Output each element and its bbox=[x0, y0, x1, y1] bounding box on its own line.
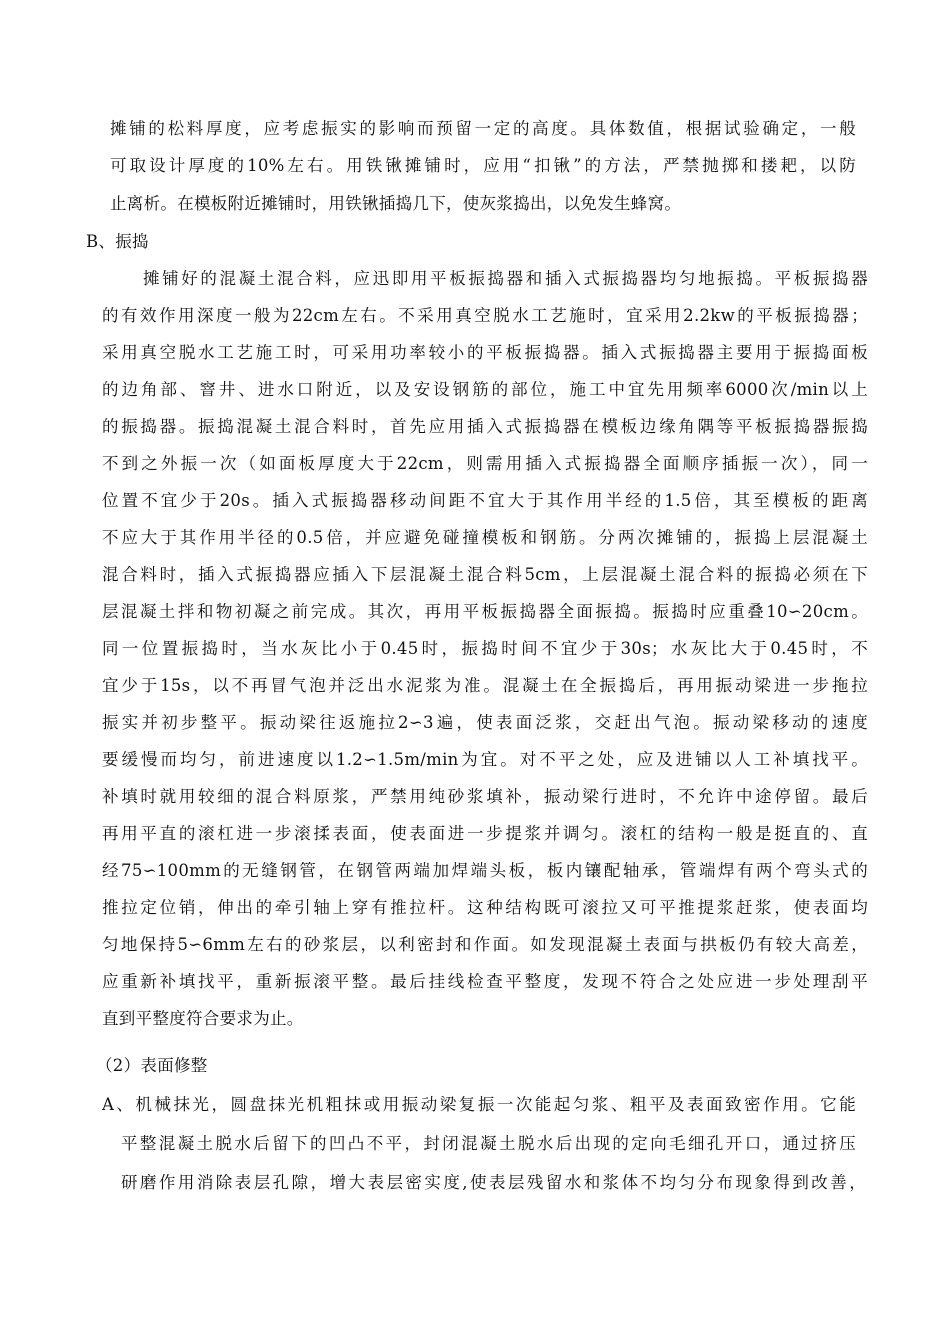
section-b-heading: B、振捣 bbox=[86, 232, 149, 251]
section-b-line-21: 直到平整度符合要求为止。 bbox=[102, 1009, 304, 1028]
section-b-line-3: 采用真空脱水工艺施工时，可采用功率较小的平板振捣器。插入式振捣器主要用于振捣面板 bbox=[102, 343, 868, 362]
section-b-line-11: 同一位置振捣时，当水灰比小于0.45时，振捣时间不宜少于30s；水灰比大于0.45时，不 bbox=[102, 639, 868, 658]
intro-line-2: 可取设计厚度的10%左右。用铁锹摊铺时，应用“扣锹”的方法，严禁抛掷和搂耙，以防 bbox=[110, 156, 856, 175]
section-b-line-10: 层混凝土拌和物初凝之前完成。其次，再用平板振捣器全面振捣。振捣时应重叠10∽20cm。 bbox=[102, 602, 868, 621]
section-2-heading: （2）表面修整 bbox=[96, 1056, 208, 1075]
section-b-line-6: 不到之外振一次（如面板厚度大于22cm，则需用插入式振捣器全面顺序插振一次），同一 bbox=[102, 454, 868, 473]
intro-line-3: 止离析。在模板附近摊铺时，用铁锹插捣几下，使灰浆捣出，以免发生蜂窝。 bbox=[110, 194, 682, 213]
intro-line-1: 摊铺的松料厚度，应考虑振实的影响而预留一定的高度。具体数值，根据试验确定，一般 bbox=[110, 119, 856, 138]
section-b-line-16: 再用平直的滚杠进一步滚揉表面，使表面进一步提浆并调匀。滚杠的结构一般是挺直的、直 bbox=[102, 824, 868, 843]
section-b-line-13: 振实并初步整平。振动梁往返施拉2∽3遍，使表面泛浆，交赶出气泡。振动梁移动的速度 bbox=[102, 713, 868, 732]
section-b-line-15: 补填时就用较细的混合料原浆，严禁用纯砂浆填补，振动梁行进时，不允许中途停留。最后 bbox=[102, 787, 868, 806]
section-b-line-4: 的边角部、窨井、进水口附近，以及安设钢筋的部位，施工中宜先用频率6000次/min以上 bbox=[102, 380, 868, 399]
section-b-line-1: 摊铺好的混凝土混合料，应迅即用平板振捣器和插入式振捣器均匀地振捣。平板振捣器 bbox=[143, 269, 868, 288]
section-b-line-12: 宜少于15s，以不再冒气泡并泛出水泥浆为准。混凝土在全振捣后，再用振动梁进一步拖拉 bbox=[102, 676, 868, 695]
section-b-line-9: 混合料时，插入式振捣器应插入下层混凝土混合料5cm，上层混凝土混合料的振捣必须在下 bbox=[102, 565, 868, 584]
section-b-line-19: 匀地保持5∽6mm左右的砂浆层，以利密封和作面。如发现混凝土表面与拱板仍有较大高差， bbox=[102, 935, 868, 954]
section-a-line-1: A、机械抹光，圆盘抹光机粗抹或用振动梁复振一次能起匀浆、粗平及表面致密作用。它能 bbox=[102, 1095, 856, 1114]
section-b-line-2: 的有效作用深度一般为22cm左右。不采用真空脱水工艺施时，宜采用2.2kw的平板振捣器； bbox=[102, 306, 868, 325]
section-a-line-2: 平整混凝土脱水后留下的凹凸不平，封闭混凝土脱水后出现的定向毛细孔开口，通过挤压 bbox=[121, 1134, 856, 1153]
section-b-line-5: 的振捣器。振捣混凝土混合料时，首先应用插入式振捣器在模板边缘角隅等平板振捣器振捣 bbox=[102, 417, 868, 436]
section-b-line-18: 推拉定位销，伸出的牵引轴上穿有推拉杆。这种结构既可滚拉又可平推提浆赶浆，使表面均 bbox=[102, 898, 868, 917]
section-b-line-14: 要缓慢而均匀，前进速度以1.2∽1.5m/min为宜。对不平之处，应及进铺以人工补填找平。 bbox=[102, 750, 868, 769]
section-b-line-7: 位置不宜少于20s。插入式振捣器移动间距不宜大于其作用半经的1.5倍，其至模板的距离 bbox=[102, 491, 868, 510]
section-b-line-20: 应重新补填找平，重新振滚平整。最后挂线检查平整度，发现不符合之处应进一步处理刮平 bbox=[102, 972, 868, 991]
section-b-line-17: 经75∽100mm的无缝钢管，在钢管两端加焊端头板，板内镶配轴承，管端焊有两个弯头式的 bbox=[102, 861, 868, 880]
section-b-line-8: 不应大于其作用半径的0.5倍，并应避免碰撞模板和钢筋。分两次摊铺的，振捣上层混凝土 bbox=[102, 528, 868, 547]
section-a-line-3: 研磨作用消除表层孔隙，增大表层密实度,使表层残留水和浆体不均匀分布现象得到改善， bbox=[121, 1173, 866, 1192]
